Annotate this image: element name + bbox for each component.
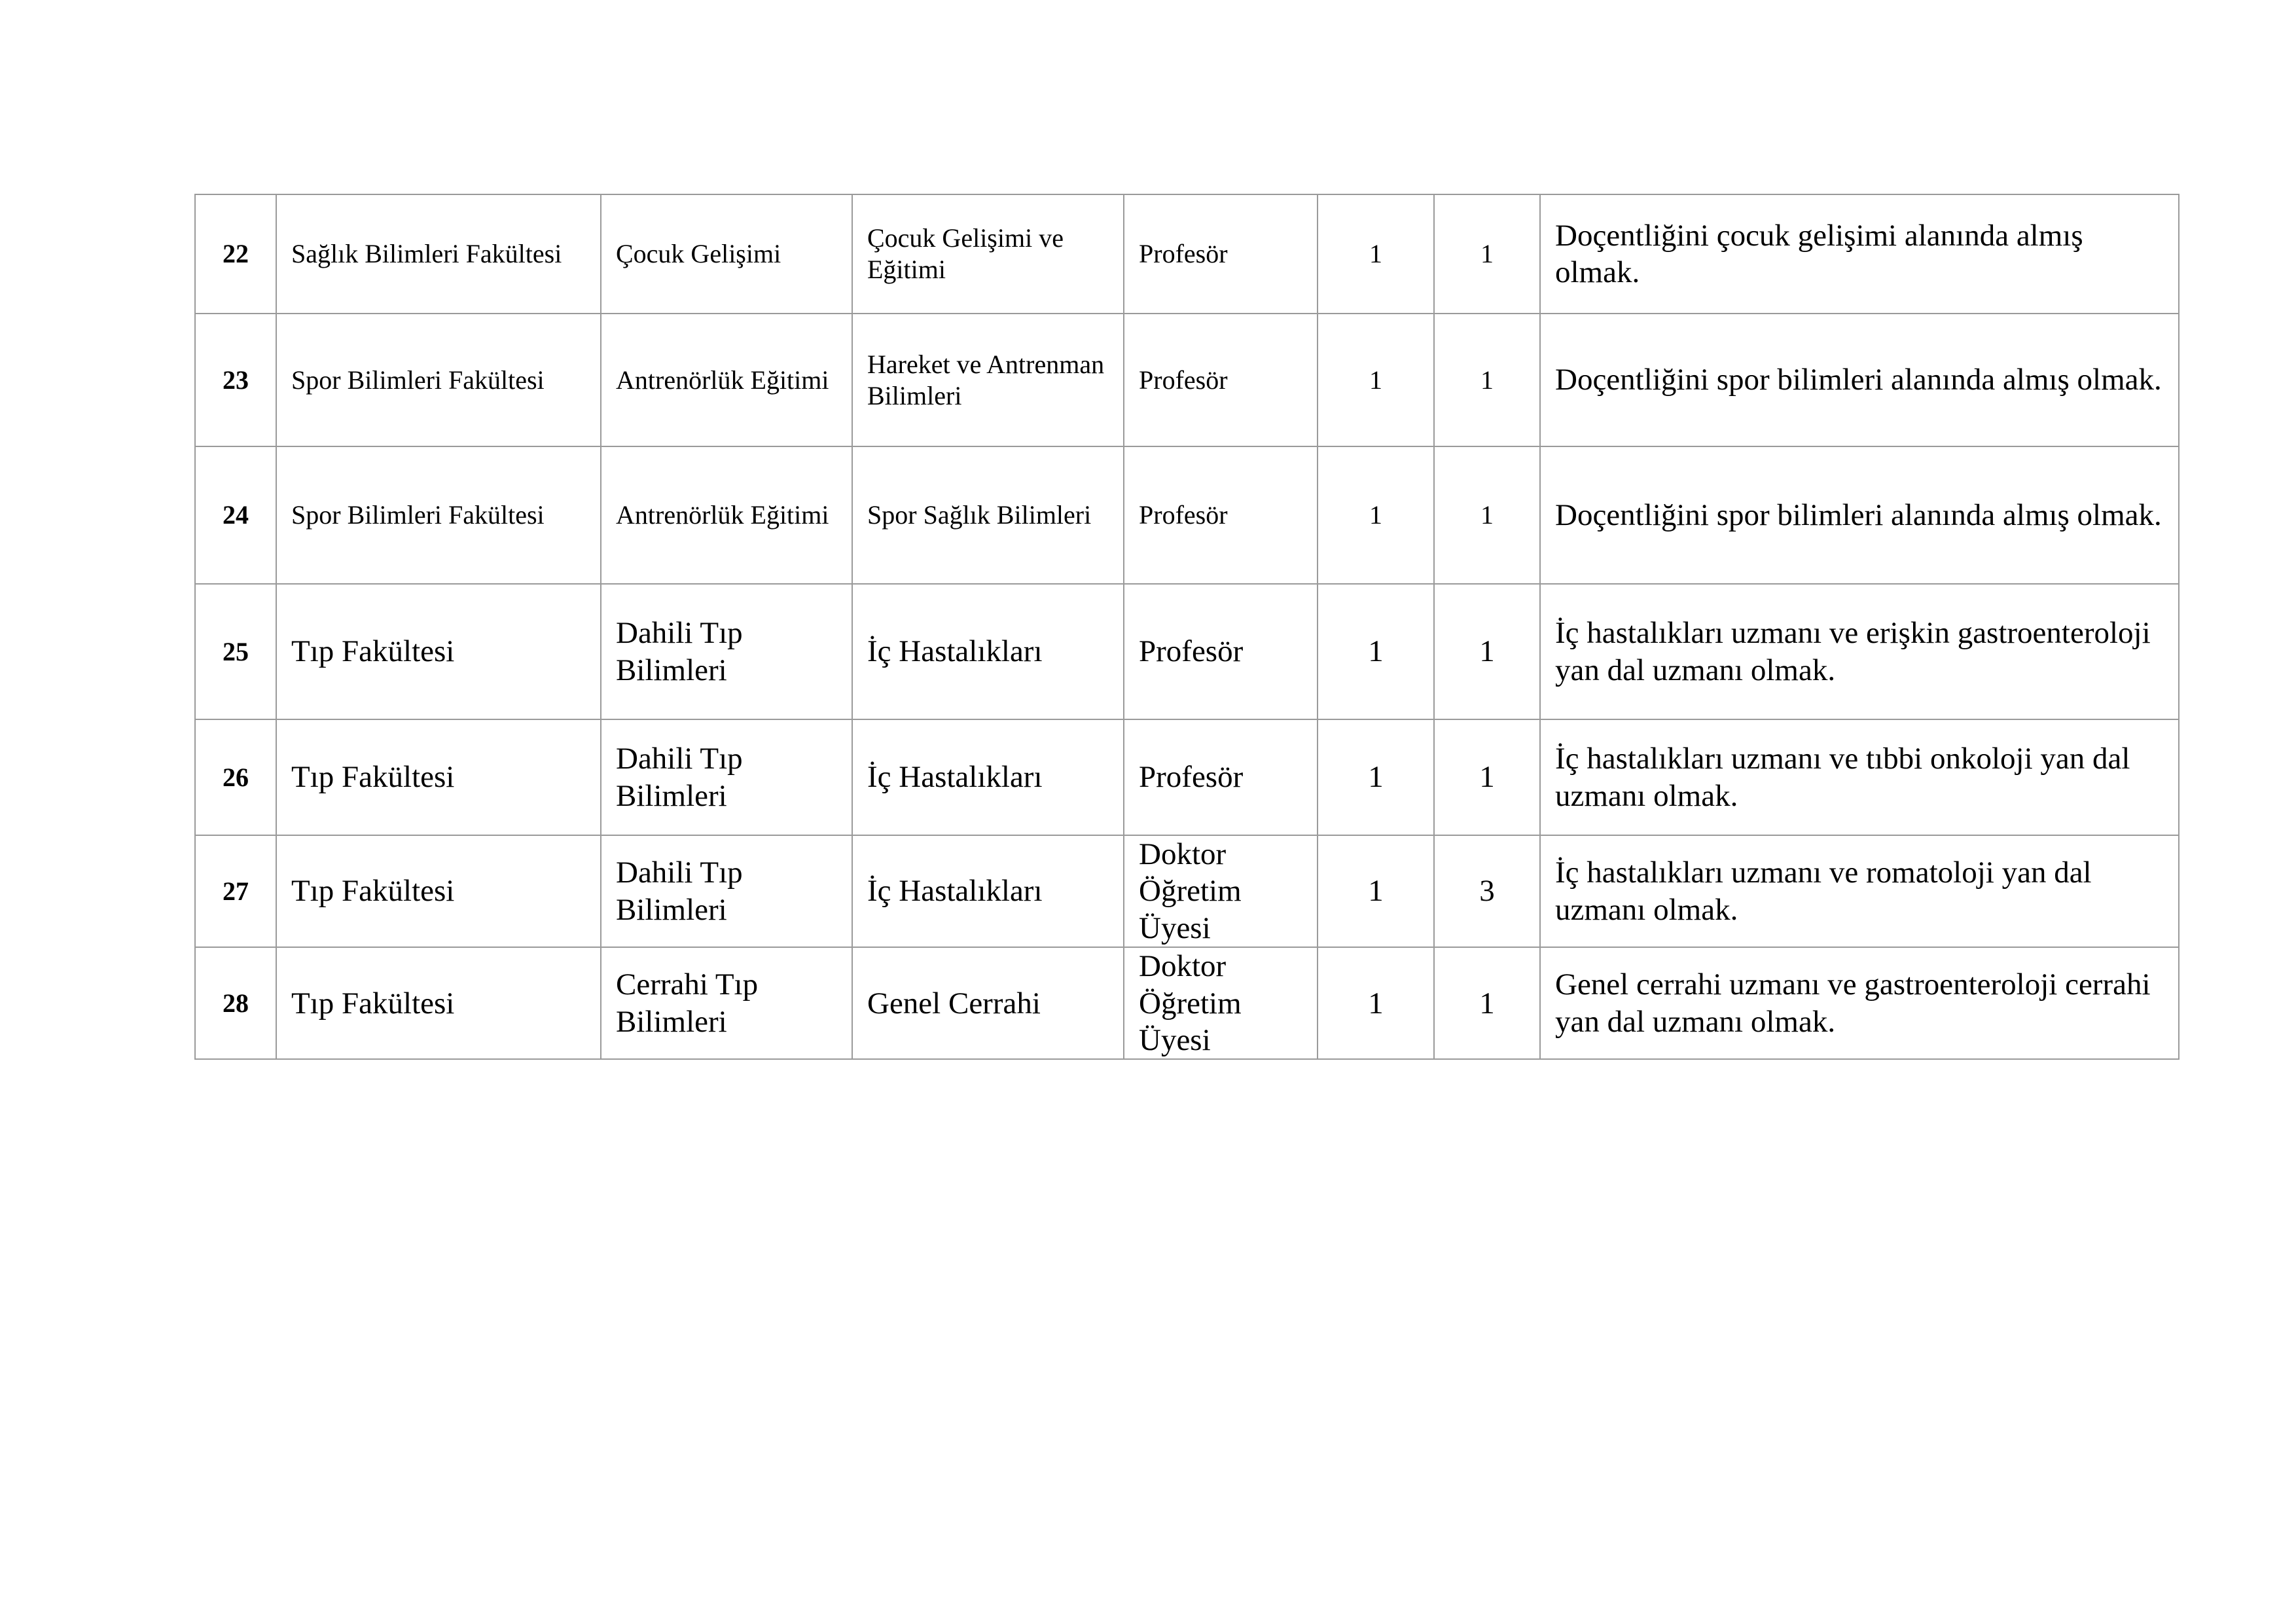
program-cell: Çocuk Gelişimi ve Eğitimi [852,194,1124,314]
row-number: 28 [195,947,276,1059]
count-cell: 1 [1318,947,1434,1059]
degree-cell: 1 [1434,314,1540,446]
count-cell: 1 [1318,584,1434,719]
requirement-cell: İç hastalıkları uzmanı ve romatoloji yan dal uzmanı olmak. [1540,835,2179,947]
department-cell: Antrenörlük Eğitimi [601,314,852,446]
requirement-cell: Doçentliğini spor bilimleri alanında almış olmak. [1540,446,2179,584]
program-cell: Genel Cerrahi [852,947,1124,1059]
degree-cell: 1 [1434,947,1540,1059]
staff-position-table [194,194,2179,1060]
department-cell: Cerrahi Tıp Bilimleri [601,947,852,1059]
program-cell: Spor Sağlık Bilimleri [852,446,1124,584]
row-number: 26 [195,719,276,835]
faculty-cell: Tıp Fakültesi [276,584,601,719]
degree-cell: 1 [1434,584,1540,719]
department-cell: Dahili Tıp Bilimleri [601,719,852,835]
faculty-cell: Spor Bilimleri Fakültesi [276,446,601,584]
program-cell: İç Hastalıkları [852,835,1124,947]
degree-cell: 1 [1434,194,1540,314]
requirement-cell: Doçentliğini spor bilimleri alanında almış olmak. [1540,314,2179,446]
title-cell: Doktor Öğretim Üyesi [1124,835,1318,947]
degree-cell: 3 [1434,835,1540,947]
table-row [195,835,2179,947]
row-number: 22 [195,194,276,314]
program-cell: İç Hastalıkları [852,719,1124,835]
faculty-cell: Spor Bilimleri Fakültesi [276,314,601,446]
table-row [195,314,2179,446]
title-cell: Profesör [1124,194,1318,314]
row-number: 23 [195,314,276,446]
requirement-cell: İç hastalıkları uzmanı ve erişkin gastroenteroloji yan dal uzmanı olmak. [1540,584,2179,719]
requirement-cell: İç hastalıkları uzmanı ve tıbbi onkoloji yan dal uzmanı olmak. [1540,719,2179,835]
requirement-cell: Doçentliğini çocuk gelişimi alanında almış olmak. [1540,194,2179,314]
requirement-cell: Genel cerrahi uzmanı ve gastroenteroloji cerrahi yan dal uzmanı olmak. [1540,947,2179,1059]
title-cell: Profesör [1124,314,1318,446]
faculty-cell: Sağlık Bilimleri Fakültesi [276,194,601,314]
department-cell: Antrenörlük Eğitimi [601,446,852,584]
faculty-cell: Tıp Fakültesi [276,719,601,835]
table-row [195,446,2179,584]
faculty-cell: Tıp Fakültesi [276,835,601,947]
title-cell: Profesör [1124,446,1318,584]
table-row [195,584,2179,719]
table-row [195,194,2179,314]
department-cell: Dahili Tıp Bilimleri [601,584,852,719]
count-cell: 1 [1318,446,1434,584]
count-cell: 1 [1318,314,1434,446]
title-cell: Doktor Öğretim Üyesi [1124,947,1318,1059]
count-cell: 1 [1318,719,1434,835]
program-cell: Hareket ve Antrenman Bilimleri [852,314,1124,446]
department-cell: Dahili Tıp Bilimleri [601,835,852,947]
department-cell: Çocuk Gelişimi [601,194,852,314]
degree-cell: 1 [1434,719,1540,835]
degree-cell: 1 [1434,446,1540,584]
row-number: 25 [195,584,276,719]
faculty-cell: Tıp Fakültesi [276,947,601,1059]
count-cell: 1 [1318,194,1434,314]
table-row [195,947,2179,1059]
title-cell: Profesör [1124,719,1318,835]
row-number: 27 [195,835,276,947]
title-cell: Profesör [1124,584,1318,719]
row-number: 24 [195,446,276,584]
count-cell: 1 [1318,835,1434,947]
program-cell: İç Hastalıkları [852,584,1124,719]
table-row [195,719,2179,835]
